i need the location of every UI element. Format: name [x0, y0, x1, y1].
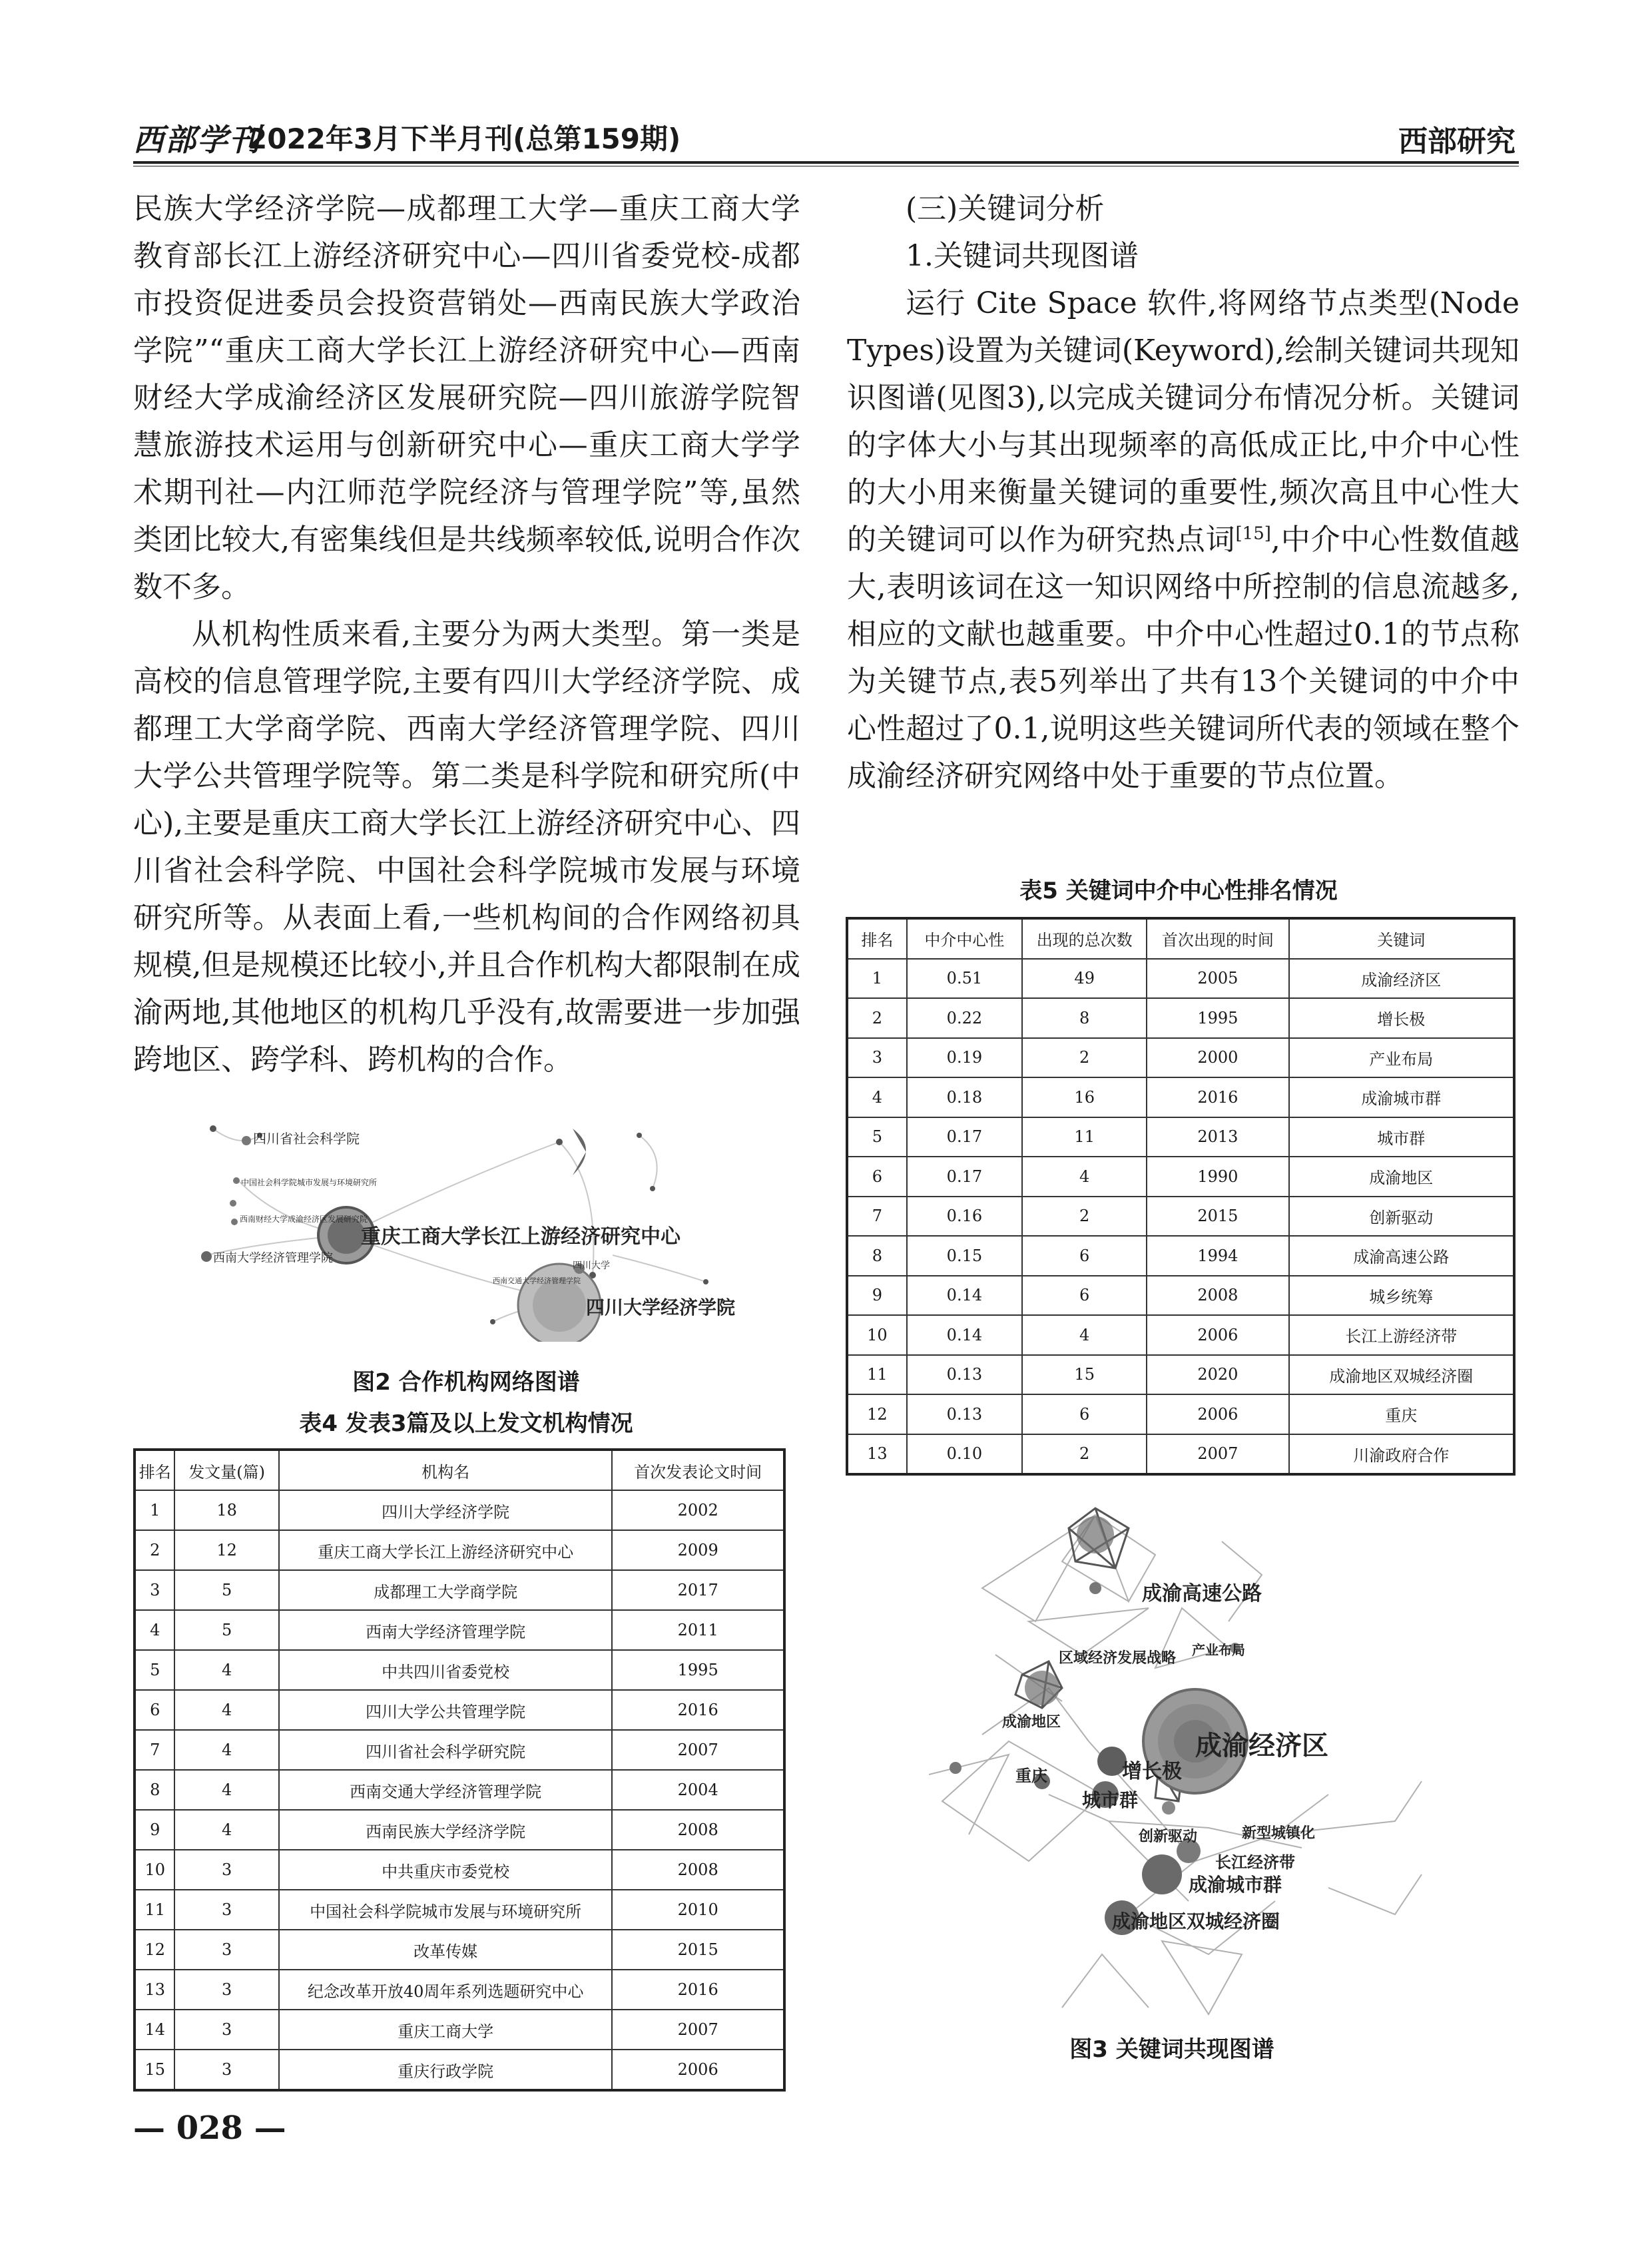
- table-cell: 2: [1022, 1434, 1147, 1475]
- table-row: [135, 1850, 784, 1890]
- network-label: 四川省社会科学院: [253, 1131, 360, 1147]
- table-cell: 3: [174, 2010, 278, 2050]
- table-cell: 四川大学经济学院: [279, 1490, 613, 1530]
- table-cell: 2: [1022, 1038, 1147, 1078]
- table-cell: 2007: [1147, 1434, 1288, 1475]
- table-cell: 2005: [1147, 959, 1288, 999]
- table-row: [847, 1197, 1514, 1237]
- table-header-row: [135, 1450, 784, 1490]
- table-cell: 2013: [1147, 1117, 1288, 1157]
- table-cell: 3: [174, 2050, 278, 2090]
- table-cell: 重庆工商大学长江上游经济研究中心: [279, 1530, 613, 1570]
- table-row: [847, 1355, 1514, 1395]
- table-cell: 11: [1022, 1117, 1147, 1157]
- table-cell: 2016: [1147, 1077, 1288, 1117]
- network-label: 西南交通大学经济管理学院: [493, 1276, 581, 1285]
- table-cell: 2007: [612, 1730, 784, 1770]
- table-row: [847, 959, 1514, 999]
- table-row: [847, 1394, 1514, 1434]
- network-label: 成渝经济区: [1195, 1730, 1328, 1761]
- table-cell: 重庆行政学院: [279, 2050, 613, 2090]
- network-label: 成渝地区: [1002, 1713, 1061, 1731]
- left-column: [133, 185, 800, 1083]
- table-cell: 西南民族大学经济学院: [279, 1810, 613, 1850]
- table-cell: 2020: [1147, 1355, 1288, 1395]
- table-cell: 1990: [1147, 1157, 1288, 1197]
- table-cell: 0.14: [907, 1276, 1022, 1316]
- section-title: 西部研究: [1398, 125, 1515, 158]
- table-cell: 0.17: [907, 1157, 1022, 1197]
- table-cell: 3: [847, 1038, 907, 1078]
- table-cell: 15: [1022, 1355, 1147, 1395]
- table-cell: 1995: [1147, 998, 1288, 1038]
- journal-logo: 西部学刊: [133, 122, 261, 158]
- table-row: [135, 1610, 784, 1650]
- network-label: 创新驱动: [1139, 1828, 1198, 1845]
- table-row: [847, 1077, 1514, 1117]
- table-cell: 2007: [612, 2010, 784, 2050]
- table4-caption: 表4 发表3篇及以上发文机构情况: [299, 1410, 633, 1437]
- network-node: [1142, 1854, 1182, 1894]
- table-cell: 增长极: [1289, 998, 1514, 1038]
- table-cell: 2: [1022, 1197, 1147, 1237]
- table-cell: 4: [174, 1690, 278, 1730]
- network-label: 区域经济发展战略: [1059, 1649, 1177, 1667]
- table-cell: 4: [135, 1610, 174, 1650]
- table-row: [135, 1890, 784, 1930]
- table-cell: 9: [847, 1276, 907, 1316]
- table5-caption: 表5 关键词中介中心性排名情况: [1019, 878, 1338, 904]
- table-cell: 2006: [1147, 1315, 1288, 1355]
- table-cell: 纪念改革开放40周年系列选题研究中心: [279, 1970, 613, 2010]
- table-row: [135, 1930, 784, 1970]
- table-header: 首次出现的时间: [1147, 918, 1288, 959]
- table-cell: 2015: [612, 1930, 784, 1970]
- table-cell: 成渝经济区: [1289, 959, 1514, 999]
- table-cell: 成都理工大学商学院: [279, 1570, 613, 1610]
- table-cell: 8: [847, 1236, 907, 1276]
- table-row: [135, 1650, 784, 1690]
- table-cell: 1994: [1147, 1236, 1288, 1276]
- table-cell: 18: [174, 1490, 278, 1530]
- network-label: 成渝城市群: [1189, 1874, 1282, 1896]
- network-node: [1162, 1801, 1175, 1815]
- table-cell: 0.16: [907, 1197, 1022, 1237]
- table-header: 关键词: [1289, 918, 1514, 959]
- table-cell: 2000: [1147, 1038, 1288, 1078]
- table-cell: 2006: [612, 2050, 784, 2090]
- table-cell: 创新驱动: [1289, 1197, 1514, 1237]
- table-cell: 14: [135, 2010, 174, 2050]
- subsection-heading: 1.关键词共现图谱: [906, 239, 1139, 273]
- table-cell: 0.13: [907, 1355, 1022, 1395]
- table-cell: 2: [847, 998, 907, 1038]
- table-cell: 13: [847, 1434, 907, 1475]
- table-cell: 8: [1022, 998, 1147, 1038]
- table-header: 出现的总次数: [1022, 918, 1147, 959]
- paragraph-text: ,中介中心性数值越大,表明该词在这一知识网络中所控制的信息流越多,相应的文献也越重要。中介中心性超过0.1的节点称为关键节点,表5列举出了共有13个关键词的中介中心性超过了0.1,说明这些关键词所代表的领域在整个成渝经济研究网络中处于重要的节点位置。: [847, 523, 1519, 793]
- table-header: 中介中心性: [907, 918, 1022, 959]
- network-label: 城市群: [1082, 1789, 1139, 1811]
- table-cell: 6: [847, 1157, 907, 1197]
- paragraph: 民族大学经济学院—成都理工大学—重庆工商大学教育部长江上游经济研究中心—四川省委党校-成都市投资促进委员会投资营销处—西南民族大学政治学院”“重庆工商大学长江上游经济研究中心—西南财经大学成渝经济区发展研究院—四川旅游学院智慧旅游技术运用与创新研究中心—重庆工商大学学术期刊社—内江师范学院经济与管理学院”等,虽然类团比较大,有密集线但是共线频率较低,说明合作次数不多。: [133, 192, 800, 604]
- table-cell: 3: [174, 1850, 278, 1890]
- table-cell: 4: [847, 1077, 907, 1117]
- table-cell: 0.10: [907, 1434, 1022, 1475]
- network-label: 西南大学经济管理学院: [213, 1251, 333, 1265]
- table-cell: 0.22: [907, 998, 1022, 1038]
- table-cell: 重庆: [1289, 1394, 1514, 1434]
- network-node: [231, 1219, 238, 1225]
- table-cell: 中国社会科学院城市发展与环境研究所: [279, 1890, 613, 1930]
- network-label: 四川大学经济学院: [586, 1296, 736, 1318]
- table-cell: 10: [847, 1315, 907, 1355]
- table-row: [135, 1690, 784, 1730]
- table-cell: 4: [174, 1810, 278, 1850]
- table-cell: 12: [174, 1530, 278, 1570]
- network-label: 重庆工商大学长江上游经济研究中心: [361, 1225, 681, 1249]
- table-cell: 2015: [1147, 1197, 1288, 1237]
- page-number: — 028 —: [133, 2109, 286, 2147]
- table-cell: 3: [174, 1970, 278, 2010]
- table-cell: 4: [1022, 1157, 1147, 1197]
- network-label: 重庆: [1015, 1766, 1047, 1785]
- table-cell: 2004: [612, 1770, 784, 1810]
- network-node: [1077, 1516, 1114, 1553]
- network-label: 西南财经大学成渝经济区发展研究院: [240, 1215, 368, 1224]
- table-cell: 3: [174, 1930, 278, 1970]
- figure3-caption: 图3 关键词共现图谱: [1069, 2036, 1274, 2063]
- table-cell: 12: [847, 1394, 907, 1434]
- table5: [846, 917, 1515, 1476]
- table-cell: 产业布局: [1289, 1038, 1514, 1078]
- table-cell: 11: [135, 1890, 174, 1930]
- table-cell: 0.14: [907, 1315, 1022, 1355]
- table-cell: 9: [135, 1810, 174, 1850]
- table-row: [135, 1730, 784, 1770]
- table-cell: 4: [1022, 1315, 1147, 1355]
- table-cell: 6: [1022, 1236, 1147, 1276]
- table-cell: 2008: [1147, 1276, 1288, 1316]
- table-cell: 城乡统筹: [1289, 1276, 1514, 1316]
- table-header: 排名: [847, 918, 907, 959]
- table-cell: 5: [174, 1570, 278, 1610]
- table-cell: 成渝高速公路: [1289, 1236, 1514, 1276]
- table-cell: 中共重庆市委党校: [279, 1850, 613, 1890]
- table-cell: 城市群: [1289, 1117, 1514, 1157]
- table-cell: 3: [174, 1890, 278, 1930]
- table-cell: 2016: [612, 1690, 784, 1730]
- network-node: [1089, 1582, 1101, 1594]
- table-cell: 4: [174, 1770, 278, 1810]
- table-cell: 四川大学公共管理学院: [279, 1690, 613, 1730]
- network-label: 中国社会科学院城市发展与环境研究所: [241, 1178, 378, 1187]
- table-cell: 1: [847, 959, 907, 999]
- table-cell: 长江上游经济带: [1289, 1315, 1514, 1355]
- network-node: [242, 1136, 251, 1145]
- network-label: 增长极: [1122, 1760, 1182, 1783]
- table-cell: 四川省社会科学研究院: [279, 1730, 613, 1770]
- table-cell: 1995: [612, 1650, 784, 1690]
- table-row: [847, 998, 1514, 1038]
- table-cell: 7: [135, 1730, 174, 1770]
- table-cell: 15: [135, 2050, 174, 2090]
- table-cell: 川渝政府合作: [1289, 1434, 1514, 1475]
- network-label: 成渝高速公路: [1142, 1582, 1262, 1605]
- table-cell: 2017: [612, 1570, 784, 1610]
- figure2-caption: 图2 合作机构网络图谱: [352, 1369, 580, 1396]
- table-cell: 2: [135, 1530, 174, 1570]
- table4: [133, 1448, 786, 2092]
- table-cell: 西南交通大学经济管理学院: [279, 1770, 613, 1810]
- table-cell: 西南大学经济管理学院: [279, 1610, 613, 1650]
- table-cell: 5: [135, 1650, 174, 1690]
- table-row: [847, 1434, 1514, 1475]
- table-cell: 13: [135, 1970, 174, 2010]
- table-cell: 6: [1022, 1394, 1147, 1434]
- network-node: [201, 1251, 212, 1262]
- table-cell: 2009: [612, 1530, 784, 1570]
- table-row: [135, 2050, 784, 2090]
- table-cell: 6: [1022, 1276, 1147, 1316]
- table-cell: 8: [135, 1770, 174, 1810]
- header-rule: [133, 161, 1519, 164]
- institution-network-figure: [186, 1102, 786, 1342]
- table-cell: 2011: [612, 1610, 784, 1650]
- table-cell: 2006: [1147, 1394, 1288, 1434]
- table-cell: 2008: [612, 1810, 784, 1850]
- network-node: [533, 1278, 586, 1332]
- table-cell: 成渝城市群: [1289, 1077, 1514, 1117]
- table-cell: 6: [135, 1690, 174, 1730]
- table-cell: 1: [135, 1490, 174, 1530]
- table-cell: 2002: [612, 1490, 784, 1530]
- section-heading: (三)关键词分析: [906, 192, 1105, 226]
- table-row: [847, 1157, 1514, 1197]
- table-header-row: [847, 918, 1514, 959]
- table-cell: 2010: [612, 1890, 784, 1930]
- table-row: [135, 1530, 784, 1570]
- table-cell: 中共四川省委党校: [279, 1650, 613, 1690]
- keyword-network-figure: [929, 1488, 1435, 2021]
- network-label: 新型城镇化: [1242, 1824, 1316, 1842]
- table-cell: 49: [1022, 959, 1147, 999]
- table-cell: 0.15: [907, 1236, 1022, 1276]
- network-label: 四川大学: [573, 1261, 610, 1271]
- table-cell: 重庆工商大学: [279, 2010, 613, 2050]
- network-node: [1025, 1671, 1059, 1705]
- paragraph-text: 运行 Cite Space 软件,将网络节点类型(Node Types)设置为关键词(Keyword),绘制关键词共现知识图谱(见图3),以完成关键词分布情况分析。关键词的字体大小与其出现频率的高低成正比,中介中心性的大小用来衡量关键词的重要性,频次高且中心性大的关键词可以作为研究热点词: [847, 286, 1519, 557]
- table-row: [135, 1490, 784, 1530]
- table-cell: 10: [135, 1850, 174, 1890]
- paragraph: [847, 280, 1519, 800]
- table-cell: 3: [135, 1570, 174, 1610]
- table-cell: 2016: [612, 1970, 784, 2010]
- table-cell: 成渝地区双城经济圈: [1289, 1355, 1514, 1395]
- table-row: [135, 1970, 784, 2010]
- table-row: [847, 1117, 1514, 1157]
- table-cell: 0.51: [907, 959, 1022, 999]
- table-cell: 0.13: [907, 1394, 1022, 1434]
- network-node: [233, 1177, 240, 1184]
- paragraph: 从机构性质来看,主要分为两大类型。第一类是高校的信息管理学院,主要有四川大学经济学院、成都理工大学商学院、西南大学经济管理学院、四川大学公共管理学院等。第二类是科学院和研究所(中心),主要是重庆工商大学长江上游经济研究中心、四川省社会科学院、中国社会科学院城市发展与环境研究所等。从表面上看,一些机构间的合作网络初具规模,但是规模还比较小,并且合作机构大都限制在成渝两地,其他地区的机构几乎没有,故需要进一步加强跨地区、跨学科、跨机构的合作。: [133, 617, 800, 1077]
- table-cell: 5: [174, 1610, 278, 1650]
- table-cell: 4: [174, 1730, 278, 1770]
- table-row: [847, 1315, 1514, 1355]
- table-row: [135, 1770, 784, 1810]
- table-cell: 改革传媒: [279, 1930, 613, 1970]
- network-node: [230, 1200, 236, 1207]
- table-cell: 5: [847, 1117, 907, 1157]
- table-cell: 16: [1022, 1077, 1147, 1117]
- table-cell: 12: [135, 1930, 174, 1970]
- citation: [15]: [1235, 523, 1271, 544]
- network-node: [950, 1762, 962, 1774]
- table-row: [847, 1038, 1514, 1078]
- table-header: 发文量(篇): [174, 1450, 278, 1490]
- right-column: [847, 185, 1519, 800]
- table-cell: 0.17: [907, 1117, 1022, 1157]
- table-cell: 2008: [612, 1850, 784, 1890]
- table-cell: 4: [174, 1650, 278, 1690]
- table-row: [135, 2010, 784, 2050]
- table-row: [135, 1570, 784, 1610]
- network-label: 成渝地区双城经济圈: [1112, 1910, 1280, 1932]
- table-header: 排名: [135, 1450, 174, 1490]
- network-label: 长江经济带: [1215, 1852, 1295, 1872]
- table-cell: 0.19: [907, 1038, 1022, 1078]
- table-cell: 0.18: [907, 1077, 1022, 1117]
- table-header: 首次发表论文时间: [612, 1450, 784, 1490]
- issue-info: 2022年3月下半月刊(总第159期): [248, 123, 681, 155]
- table-header: 机构名: [279, 1450, 613, 1490]
- table-cell: 7: [847, 1197, 907, 1237]
- table-row: [847, 1276, 1514, 1316]
- table-cell: 成渝地区: [1289, 1157, 1514, 1197]
- table-cell: 11: [847, 1355, 907, 1395]
- network-label: 产业布局: [1192, 1642, 1245, 1658]
- table-row: [847, 1236, 1514, 1276]
- table-row: [135, 1810, 784, 1850]
